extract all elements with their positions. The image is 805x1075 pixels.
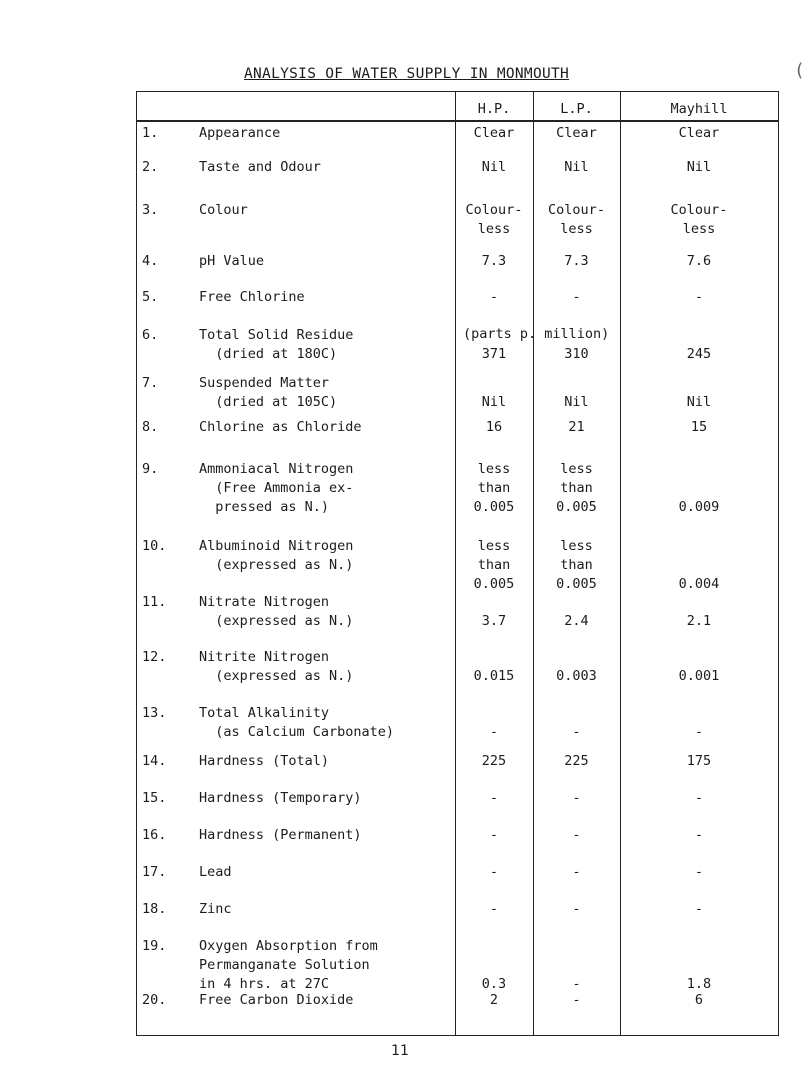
cell-mayhill: 0.001 <box>678 668 720 684</box>
row-number: 19. <box>142 938 167 954</box>
header-mayhill: Mayhill <box>670 101 728 117</box>
cell-mayhill: Clear <box>678 125 720 141</box>
cell-hp: - <box>489 724 499 740</box>
cell-lp: - <box>572 289 581 305</box>
row-number: 4. <box>142 253 159 269</box>
cell-mayhill: 1.8 <box>686 976 712 992</box>
cell-mayhill: 6 <box>694 992 704 1008</box>
table-top-rule <box>136 91 779 92</box>
page-number: 11 <box>391 1043 409 1059</box>
cell-hp: Clear <box>473 125 515 141</box>
cell-mayhill: 0.009 <box>678 499 720 515</box>
row-label: Total Alkalinity (as Calcium Carbonate) <box>199 705 395 740</box>
cell-hp: 225 <box>481 753 507 769</box>
cell-hp: - <box>489 864 499 880</box>
row-label: Zinc <box>199 901 232 917</box>
row-label: Nitrite Nitrogen (expressed as N.) <box>199 649 354 684</box>
cell-lp: 21 <box>568 419 585 435</box>
cell-mayhill: 15 <box>690 419 708 435</box>
cell-lp: 7.3 <box>564 253 589 269</box>
cell-lp: - <box>572 864 581 880</box>
row-number: 6. <box>142 327 159 343</box>
cell-lp: Clear <box>556 125 597 141</box>
row-number: 16. <box>142 827 167 843</box>
row-label: Free Carbon Dioxide <box>199 992 354 1008</box>
row-number: 3. <box>142 202 159 218</box>
cell-mayhill: 7.6 <box>686 253 712 269</box>
row-number: 12. <box>142 649 167 665</box>
cell-mayhill: - <box>694 289 704 305</box>
row-label: pH Value <box>199 253 265 269</box>
cell-hp: 371 <box>481 346 507 362</box>
row-number: 20. <box>142 992 167 1008</box>
cell-mayhill: - <box>694 724 704 740</box>
cell-lp: Nil <box>564 394 589 410</box>
cell-lp: - <box>572 724 581 740</box>
row-label: Total Solid Residue (dried at 180C) <box>199 327 354 362</box>
left-rule <box>136 91 137 1036</box>
cell-hp: - <box>489 289 499 305</box>
cell-mayhill: - <box>694 864 704 880</box>
row-number: 2. <box>142 159 159 175</box>
cell-hp: 0.3 <box>481 976 507 992</box>
cell-hp: 0.015 <box>473 668 515 684</box>
row-label: Appearance <box>199 125 281 141</box>
row-label: Hardness (Permanent) <box>199 827 362 843</box>
cell-mayhill: - <box>694 790 704 806</box>
cell-lp: 225 <box>564 753 589 769</box>
cell-mayhill: Nil <box>686 394 712 410</box>
row-number: 11. <box>142 594 167 610</box>
cell-lp: less than 0.005 <box>556 461 597 515</box>
cell-hp: 3.7 <box>481 613 507 629</box>
row-label: Ammoniacal Nitrogen (Free Ammonia ex- pressed as N.) <box>199 461 354 515</box>
row-number: 10. <box>142 538 167 554</box>
cell-hp: less than 0.005 <box>473 461 515 515</box>
cell-lp: - <box>572 827 581 843</box>
row-label: Nitrate Nitrogen (expressed as N.) <box>199 594 354 629</box>
row-label: Hardness (Total) <box>199 753 330 769</box>
row-number: 7. <box>142 375 159 391</box>
cell-mayhill: - <box>694 901 704 917</box>
row-label: Taste and Odour <box>199 159 321 175</box>
cell-lp: - <box>572 901 581 917</box>
cell-mayhill: 0.004 <box>678 576 720 592</box>
cell-hp: Nil <box>481 159 507 175</box>
cell-mayhill: 175 <box>686 753 712 769</box>
row-number: 15. <box>142 790 167 806</box>
cell-hp: Colour- less <box>465 202 523 237</box>
row-label: Colour <box>199 202 248 218</box>
cell-mayhill: 2.1 <box>686 613 712 629</box>
cell-lp: 0.003 <box>556 668 597 684</box>
cell-mayhill: Nil <box>686 159 712 175</box>
row-number: 13. <box>142 705 167 721</box>
row-number: 9. <box>142 461 159 477</box>
cell-lp: Nil <box>564 159 589 175</box>
row-label: Chlorine as Chloride <box>199 419 362 435</box>
cell-lp: - <box>572 992 581 1008</box>
row-label: Suspended Matter (dried at 105C) <box>199 375 338 410</box>
row-number: 5. <box>142 289 159 305</box>
cell-mayhill: - <box>694 827 704 843</box>
row-number: 8. <box>142 419 159 435</box>
header-rule <box>136 120 779 122</box>
units-note: (parts p. million) <box>463 326 610 342</box>
cell-mayhill: 245 <box>686 346 712 362</box>
row-label: Albuminoid Nitrogen (expressed as N.) <box>199 538 354 573</box>
page-title: ANALYSIS OF WATER SUPPLY IN MONMOUTH <box>244 66 570 82</box>
row-number: 1. <box>142 125 159 141</box>
cell-lp: 2.4 <box>564 613 589 629</box>
right-rule <box>778 91 779 1036</box>
margin-mark: ( <box>794 60 805 81</box>
cell-hp: 7.3 <box>481 253 507 269</box>
header-lp: L.P. <box>560 101 593 117</box>
cell-lp: 310 <box>564 346 589 362</box>
cell-hp: Nil <box>481 394 507 410</box>
row-label: Oxygen Absorption from Permanganate Solution in 4 hrs. at 27C <box>199 938 378 992</box>
row-number: 14. <box>142 753 167 769</box>
row-number: 18. <box>142 901 167 917</box>
row-number: 17. <box>142 864 167 880</box>
row-label: Hardness (Temporary) <box>199 790 362 806</box>
cell-hp: - <box>489 901 499 917</box>
cell-lp: - <box>572 976 581 992</box>
cell-hp: 16 <box>485 419 503 435</box>
cell-hp: - <box>489 790 499 806</box>
cell-hp: 2 <box>489 992 499 1008</box>
header-hp: H.P. <box>477 101 511 117</box>
cell-mayhill: Colour- less <box>670 202 728 237</box>
cell-hp: - <box>489 827 499 843</box>
row-label: Lead <box>199 864 232 880</box>
table-bottom-rule <box>136 1035 779 1036</box>
cell-lp: less than 0.005 <box>556 538 597 592</box>
cell-hp: less than 0.005 <box>473 538 515 592</box>
cell-lp: - <box>572 790 581 806</box>
cell-lp: Colour- less <box>548 202 605 237</box>
row-label: Free Chlorine <box>199 289 305 305</box>
